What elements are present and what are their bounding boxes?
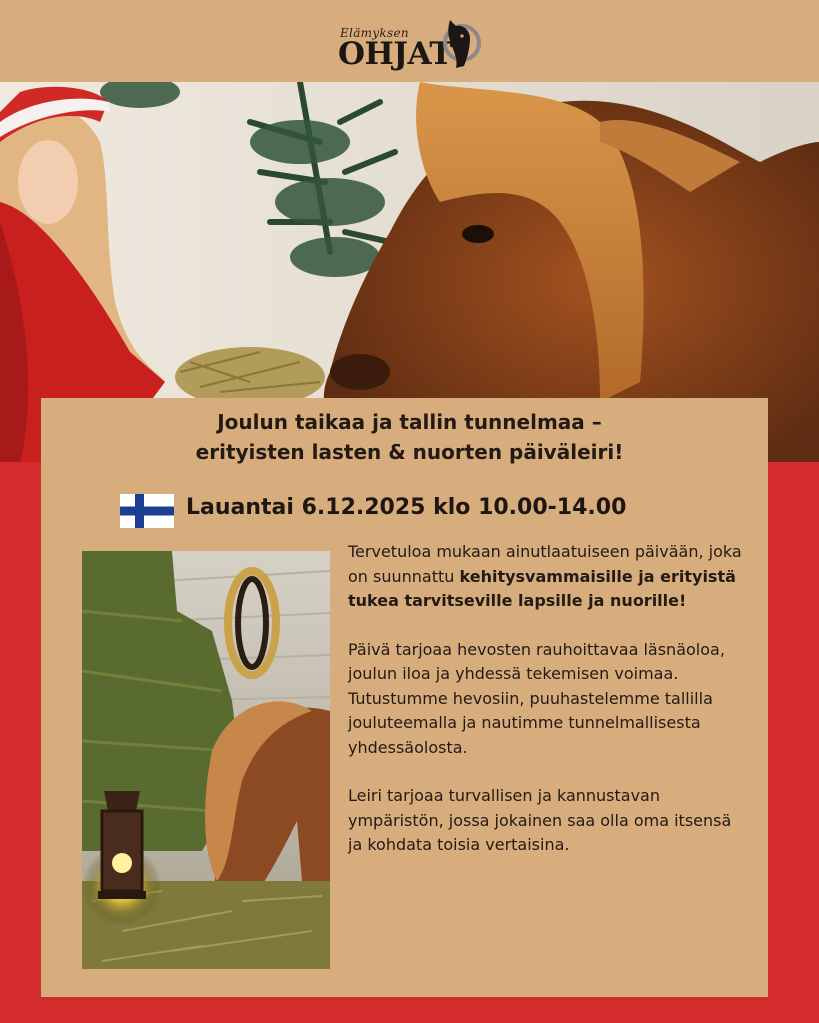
event-date: Lauantai 6.12.2025 klo 10.00-14.00: [186, 495, 627, 520]
intro-paragraph: [348, 540, 748, 614]
horse-head-icon: [440, 16, 482, 70]
header-bar: [0, 0, 819, 82]
brand-logo: [336, 14, 486, 74]
pony-in-stable-photo: [82, 551, 330, 969]
event-description: [348, 540, 748, 882]
event-title: [0, 407, 819, 467]
event-title-line-2: erityisten lasten & nuorten päiväleiri!: [195, 440, 624, 464]
environment-paragraph: Leiri tarjoaa turvallisen ja kannustavan ympäristön, jossa jokainen saa olla oma itsensä ja kohdata toisia vertaisina.: [348, 786, 732, 854]
target-audience-text: kehitysvammaisille ja erityistä tukea tarvitseville lapsille ja nuorille!: [348, 566, 736, 610]
activities-paragraph: Päivä tarjoaa hevosten rauhoittavaa läsnäoloa, joulun iloa ja yhdessä tekemisen voimaa. Tutustumme hevosiin, puuhastelemme tallilla jouluteemalla ja nautimme tunnelmallisesta yhdessäolosta.: [348, 639, 725, 757]
stable-photo-art: [82, 551, 330, 969]
event-title-line-1: Joulun taikaa ja tallin tunnelmaa –: [217, 410, 602, 434]
intro-text: Tervetuloa mukaan ainutlaatuiseen päivään, joka on suunnattu: [348, 542, 742, 586]
logo-brand-name: OHJAT: [338, 36, 452, 72]
logo-tagline: Elämyksen: [340, 26, 409, 40]
finland-flag-icon: [120, 494, 174, 528]
